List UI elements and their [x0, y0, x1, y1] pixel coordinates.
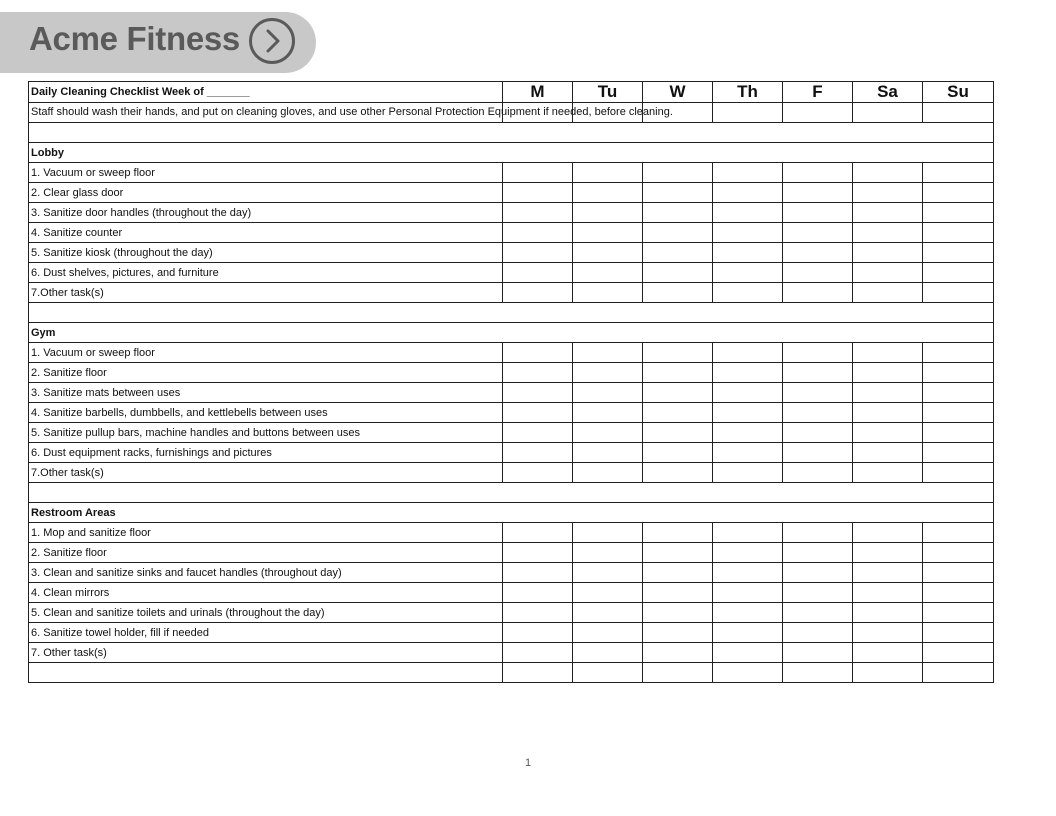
check-cell-th[interactable] — [713, 183, 783, 203]
check-cell-th[interactable] — [713, 263, 783, 283]
spacer-cell — [29, 483, 994, 503]
trailing-row — [29, 663, 994, 683]
check-cell-sa[interactable] — [853, 203, 923, 223]
check-cell-f[interactable] — [783, 583, 853, 603]
check-cell-su[interactable] — [923, 283, 994, 303]
chevron-right-circle-icon[interactable] — [249, 18, 295, 64]
cleaning-checklist-table — [28, 81, 994, 683]
task-label: 2. Clear glass door — [29, 183, 503, 203]
check-cell-f[interactable] — [783, 403, 853, 423]
check-cell-w[interactable] — [643, 563, 713, 583]
task-row — [29, 643, 994, 663]
check-cell-w[interactable] — [643, 243, 713, 263]
spacer-cell — [29, 123, 994, 143]
task-row — [29, 163, 994, 183]
task-label: 2. Sanitize floor — [29, 543, 503, 563]
check-cell-w[interactable] — [643, 583, 713, 603]
spacer-row — [29, 303, 994, 323]
day-header-w: W — [643, 82, 713, 103]
check-cell-th[interactable] — [713, 623, 783, 643]
check-cell-th[interactable] — [713, 563, 783, 583]
check-cell-su[interactable] — [923, 363, 994, 383]
check-cell-w[interactable] — [643, 183, 713, 203]
section-header-row — [29, 323, 994, 343]
check-cell-m[interactable] — [503, 423, 573, 443]
check-cell-su[interactable] — [923, 423, 994, 443]
check-cell-th[interactable] — [713, 223, 783, 243]
task-row — [29, 623, 994, 643]
check-cell-tu[interactable] — [573, 603, 643, 623]
check-cell-w[interactable] — [643, 403, 713, 423]
check-cell-w[interactable] — [643, 543, 713, 563]
check-cell-f[interactable] — [783, 283, 853, 303]
check-cell-sa[interactable] — [853, 423, 923, 443]
check-cell-m[interactable] — [503, 663, 573, 683]
check-cell-f[interactable] — [783, 223, 853, 243]
check-cell-tu[interactable] — [573, 283, 643, 303]
check-cell-w[interactable] — [643, 283, 713, 303]
check-cell-th[interactable] — [713, 443, 783, 463]
check-cell-f[interactable] — [783, 183, 853, 203]
check-cell-w[interactable] — [643, 603, 713, 623]
check-cell-th[interactable] — [713, 283, 783, 303]
section-header-row — [29, 503, 994, 523]
check-cell-tu[interactable] — [573, 463, 643, 483]
check-cell-tu[interactable] — [573, 203, 643, 223]
task-label: 3. Sanitize mats between uses — [29, 383, 503, 403]
safety-note: Staff should wash their hands, and put on cleaning gloves, and use other Personal Protection Equipment if needed, before cleaning. — [29, 103, 503, 123]
task-label: 5. Sanitize pullup bars, machine handles and buttons between uses — [29, 423, 503, 443]
check-cell-su[interactable] — [923, 643, 994, 663]
check-cell-f[interactable] — [783, 563, 853, 583]
check-cell-w[interactable] — [643, 163, 713, 183]
task-label: 5. Clean and sanitize toilets and urinals (throughout the day) — [29, 603, 503, 623]
check-cell-w[interactable] — [643, 623, 713, 643]
check-cell-f[interactable] — [783, 543, 853, 563]
task-row — [29, 243, 994, 263]
task-label: 7.Other task(s) — [29, 283, 503, 303]
check-cell-sa[interactable] — [853, 583, 923, 603]
task-row — [29, 263, 994, 283]
check-cell-sa[interactable] — [853, 283, 923, 303]
check-cell-th[interactable] — [713, 403, 783, 423]
check-cell-f[interactable] — [783, 443, 853, 463]
task-row — [29, 403, 994, 423]
task-label: 6. Sanitize towel holder, fill if needed — [29, 623, 503, 643]
check-cell-m[interactable] — [503, 243, 573, 263]
task-label: 5. Sanitize kiosk (throughout the day) — [29, 243, 503, 263]
check-cell-f[interactable] — [783, 363, 853, 383]
check-cell-su[interactable] — [923, 583, 994, 603]
task-label: 1. Mop and sanitize floor — [29, 523, 503, 543]
brand-banner — [0, 12, 316, 73]
check-cell-tu[interactable] — [573, 443, 643, 463]
check-cell-w[interactable] — [643, 423, 713, 443]
check-cell-su[interactable] — [923, 463, 994, 483]
check-cell-su[interactable] — [923, 663, 994, 683]
check-cell-sa[interactable] — [853, 103, 923, 123]
check-cell-f[interactable] — [783, 603, 853, 623]
task-label: 6. Dust equipment racks, furnishings and pictures — [29, 443, 503, 463]
check-cell-su[interactable] — [923, 603, 994, 623]
check-cell-th[interactable] — [713, 103, 783, 123]
check-cell-tu[interactable] — [573, 183, 643, 203]
check-cell-sa[interactable] — [853, 443, 923, 463]
check-cell-m[interactable] — [503, 343, 573, 363]
check-cell-w[interactable] — [643, 463, 713, 483]
task-label: 4. Clean mirrors — [29, 583, 503, 603]
check-cell-m[interactable] — [503, 643, 573, 663]
check-cell-f[interactable] — [783, 663, 853, 683]
spacer-row — [29, 483, 994, 503]
check-cell-su[interactable] — [923, 183, 994, 203]
spacer-cell — [29, 303, 994, 323]
check-cell-th[interactable] — [713, 543, 783, 563]
check-cell-th[interactable] — [713, 343, 783, 363]
check-cell-sa[interactable] — [853, 623, 923, 643]
check-cell-sa[interactable] — [853, 463, 923, 483]
check-cell-m[interactable] — [503, 583, 573, 603]
day-header-f: F — [783, 82, 853, 103]
check-cell-m[interactable] — [503, 543, 573, 563]
checklist-title: Daily Cleaning Checklist Week of _______ — [29, 82, 503, 103]
check-cell-m[interactable] — [503, 163, 573, 183]
check-cell-su[interactable] — [923, 543, 994, 563]
task-label: 3. Clean and sanitize sinks and faucet handles (throughout day) — [29, 563, 503, 583]
task-row — [29, 383, 994, 403]
check-cell-tu[interactable] — [573, 243, 643, 263]
check-cell-f[interactable] — [783, 243, 853, 263]
task-row — [29, 283, 994, 303]
check-cell-sa[interactable] — [853, 543, 923, 563]
task-row — [29, 583, 994, 603]
check-cell-sa[interactable] — [853, 563, 923, 583]
check-cell-tu[interactable] — [573, 223, 643, 243]
page-number: 1 — [524, 757, 532, 769]
check-cell-m[interactable] — [503, 523, 573, 543]
check-cell-m[interactable] — [503, 383, 573, 403]
check-cell-th[interactable] — [713, 643, 783, 663]
check-cell-sa[interactable] — [853, 243, 923, 263]
check-cell-tu[interactable] — [573, 163, 643, 183]
day-header-su: Su — [923, 82, 994, 103]
check-cell-su[interactable] — [923, 243, 994, 263]
check-cell-tu[interactable] — [573, 343, 643, 363]
check-cell-tu[interactable] — [573, 403, 643, 423]
check-cell-w[interactable] — [643, 383, 713, 403]
task-row — [29, 603, 994, 623]
task-row — [29, 423, 994, 443]
check-cell-sa[interactable] — [853, 263, 923, 283]
check-cell-w[interactable] — [643, 523, 713, 543]
header-row — [29, 82, 994, 103]
task-row — [29, 463, 994, 483]
check-cell-f[interactable] — [783, 203, 853, 223]
check-cell-f[interactable] — [783, 623, 853, 643]
task-label: 4. Sanitize barbells, dumbbells, and kettlebells between uses — [29, 403, 503, 423]
check-cell-f[interactable] — [783, 463, 853, 483]
check-cell-th[interactable] — [713, 523, 783, 543]
check-cell-tu[interactable] — [573, 663, 643, 683]
check-cell-th[interactable] — [713, 163, 783, 183]
check-cell-f[interactable] — [783, 383, 853, 403]
task-row — [29, 563, 994, 583]
check-cell-w[interactable] — [643, 443, 713, 463]
check-cell-f[interactable] — [783, 163, 853, 183]
task-label: 7.Other task(s) — [29, 463, 503, 483]
task-label: 1. Vacuum or sweep floor — [29, 343, 503, 363]
section-title: Restroom Areas — [29, 503, 994, 523]
check-cell-tu[interactable] — [573, 623, 643, 643]
check-cell-tu[interactable] — [573, 563, 643, 583]
task-row — [29, 543, 994, 563]
task-label: 6. Dust shelves, pictures, and furniture — [29, 263, 503, 283]
check-cell-f[interactable] — [783, 643, 853, 663]
task-row — [29, 523, 994, 543]
trailing-label-cell[interactable] — [29, 663, 503, 683]
check-cell-tu[interactable] — [573, 263, 643, 283]
check-cell-sa[interactable] — [853, 363, 923, 383]
check-cell-m[interactable] — [503, 263, 573, 283]
check-cell-su[interactable] — [923, 403, 994, 423]
check-cell-m[interactable] — [503, 203, 573, 223]
check-cell-th[interactable] — [713, 363, 783, 383]
check-cell-w[interactable] — [643, 363, 713, 383]
note-row — [29, 103, 994, 123]
check-cell-m[interactable] — [503, 623, 573, 643]
section-header-row — [29, 143, 994, 163]
section-title: Gym — [29, 323, 994, 343]
task-row — [29, 183, 994, 203]
check-cell-th[interactable] — [713, 203, 783, 223]
check-cell-sa[interactable] — [853, 523, 923, 543]
check-cell-th[interactable] — [713, 663, 783, 683]
task-label: 4. Sanitize counter — [29, 223, 503, 243]
check-cell-su[interactable] — [923, 383, 994, 403]
check-cell-sa[interactable] — [853, 163, 923, 183]
check-cell-sa[interactable] — [853, 403, 923, 423]
task-label: 7. Other task(s) — [29, 643, 503, 663]
check-cell-su[interactable] — [923, 203, 994, 223]
section-title: Lobby — [29, 143, 994, 163]
check-cell-f[interactable] — [783, 523, 853, 543]
check-cell-sa[interactable] — [853, 223, 923, 243]
check-cell-f[interactable] — [783, 343, 853, 363]
check-cell-su[interactable] — [923, 563, 994, 583]
check-cell-th[interactable] — [713, 583, 783, 603]
task-row — [29, 443, 994, 463]
check-cell-tu[interactable] — [573, 363, 643, 383]
check-cell-su[interactable] — [923, 163, 994, 183]
check-cell-m[interactable] — [503, 363, 573, 383]
task-row — [29, 343, 994, 363]
check-cell-m[interactable] — [503, 603, 573, 623]
check-cell-tu[interactable] — [573, 423, 643, 443]
task-label: 3. Sanitize door handles (throughout the day) — [29, 203, 503, 223]
check-cell-w[interactable] — [643, 643, 713, 663]
check-cell-tu[interactable] — [573, 383, 643, 403]
check-cell-w[interactable] — [643, 663, 713, 683]
check-cell-su[interactable] — [923, 343, 994, 363]
check-cell-su[interactable] — [923, 103, 994, 123]
check-cell-su[interactable] — [923, 523, 994, 543]
check-cell-m[interactable] — [503, 223, 573, 243]
check-cell-m[interactable] — [503, 403, 573, 423]
check-cell-m[interactable] — [503, 443, 573, 463]
check-cell-th[interactable] — [713, 463, 783, 483]
check-cell-m[interactable] — [503, 563, 573, 583]
check-cell-tu[interactable] — [573, 643, 643, 663]
check-cell-th[interactable] — [713, 243, 783, 263]
check-cell-f[interactable] — [783, 263, 853, 283]
check-cell-su[interactable] — [923, 263, 994, 283]
check-cell-w[interactable] — [643, 263, 713, 283]
check-cell-sa[interactable] — [853, 343, 923, 363]
check-cell-tu[interactable] — [573, 543, 643, 563]
check-cell-tu[interactable] — [573, 523, 643, 543]
check-cell-m[interactable] — [503, 183, 573, 203]
check-cell-f[interactable] — [783, 103, 853, 123]
day-header-m: M — [503, 82, 573, 103]
check-cell-w[interactable] — [643, 203, 713, 223]
spacer-row — [29, 123, 994, 143]
check-cell-tu[interactable] — [573, 583, 643, 603]
task-row — [29, 223, 994, 243]
check-cell-th[interactable] — [713, 423, 783, 443]
check-cell-sa[interactable] — [853, 183, 923, 203]
check-cell-w[interactable] — [643, 223, 713, 243]
check-cell-sa[interactable] — [853, 383, 923, 403]
task-row — [29, 203, 994, 223]
check-cell-sa[interactable] — [853, 663, 923, 683]
check-cell-sa[interactable] — [853, 643, 923, 663]
check-cell-th[interactable] — [713, 383, 783, 403]
check-cell-w[interactable] — [643, 343, 713, 363]
task-label: 1. Vacuum or sweep floor — [29, 163, 503, 183]
check-cell-su[interactable] — [923, 623, 994, 643]
day-header-sa: Sa — [853, 82, 923, 103]
check-cell-su[interactable] — [923, 223, 994, 243]
task-row — [29, 363, 994, 383]
brand-title: Acme Fitness — [29, 20, 240, 57]
check-cell-f[interactable] — [783, 423, 853, 443]
day-header-tu: Tu — [573, 82, 643, 103]
check-cell-m[interactable] — [503, 283, 573, 303]
check-cell-su[interactable] — [923, 443, 994, 463]
check-cell-sa[interactable] — [853, 603, 923, 623]
check-cell-m[interactable] — [503, 463, 573, 483]
check-cell-th[interactable] — [713, 603, 783, 623]
day-header-th: Th — [713, 82, 783, 103]
task-label: 2. Sanitize floor — [29, 363, 503, 383]
